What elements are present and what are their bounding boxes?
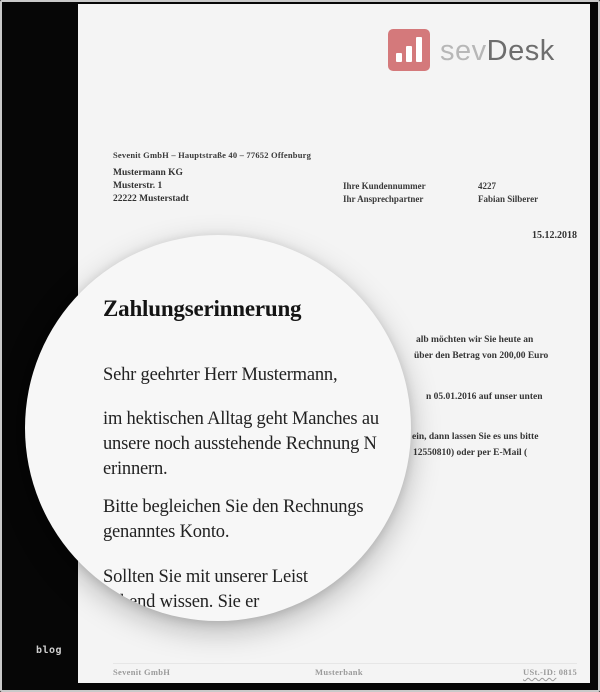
blog-watermark: blog — [36, 645, 63, 656]
magnified-body-line: im hektischen Alltag geht Manches au — [103, 409, 379, 429]
magnified-body-line: Sollten Sie mit unserer Leist — [103, 567, 308, 587]
footer-divider — [113, 663, 577, 664]
recipient-name: Mustermann KG — [113, 168, 183, 178]
customer-number-label: Ihre Kundennummer — [343, 181, 426, 191]
body-fragment: über den Betrag von 200,00 Euro — [414, 351, 549, 361]
magnified-body-line: genanntes Konto. — [103, 522, 230, 542]
brand-name-bold: Desk — [486, 35, 555, 67]
contact-person-value: Fabian Silberer — [478, 194, 539, 204]
sender-line: Sevenit GmbH – Hauptstraße 40 – 77652 Offenburg — [113, 150, 312, 160]
recipient-street: Musterstr. 1 — [113, 181, 163, 191]
footer-vat-id — [523, 667, 577, 677]
vat-id-label: USt.-ID: — [523, 667, 557, 677]
body-fragment: alb möchten wir Sie heute an — [416, 335, 534, 345]
bar-chart-icon — [416, 37, 422, 62]
recipient-address — [113, 167, 189, 206]
sevdesk-logo — [388, 29, 430, 71]
letter-date: 15.12.2018 — [532, 230, 577, 241]
magnified-body-line: Bitte begleichen Sie den Rechnungs — [103, 497, 364, 517]
contact-person-label: Ihr Ansprechpartner — [343, 194, 424, 204]
bar-chart-icon — [406, 46, 412, 62]
brand-wordmark — [440, 35, 555, 67]
vat-id-value: 0815 — [558, 667, 577, 677]
customer-number-value: 4227 — [478, 181, 496, 191]
magnifier-circle — [25, 235, 411, 621]
footer-company: Sevenit GmbH — [113, 667, 171, 677]
salutation-line: Sehr geehrter Herr Mustermann, — [103, 365, 338, 385]
body-fragment: 12550810) oder per E-Mail ( — [413, 448, 528, 458]
recipient-city: 22222 Musterstadt — [113, 194, 189, 204]
bar-chart-icon — [396, 53, 402, 62]
magnified-body-line: ehend wissen. Sie er — [112, 592, 260, 612]
magnified-body-line: unsere noch ausstehende Rechnung N — [103, 434, 377, 454]
body-fragment: n 05.01.2016 auf unser unten — [426, 392, 543, 402]
footer-bank: Musterbank — [315, 667, 363, 677]
body-fragment: ein, dann lassen Sie es uns bitte — [412, 432, 539, 442]
magnified-body-line: erinnern. — [103, 459, 168, 479]
letter-heading: Zahlungserinnerung — [103, 296, 302, 321]
brand-name-light: sev — [440, 35, 487, 67]
